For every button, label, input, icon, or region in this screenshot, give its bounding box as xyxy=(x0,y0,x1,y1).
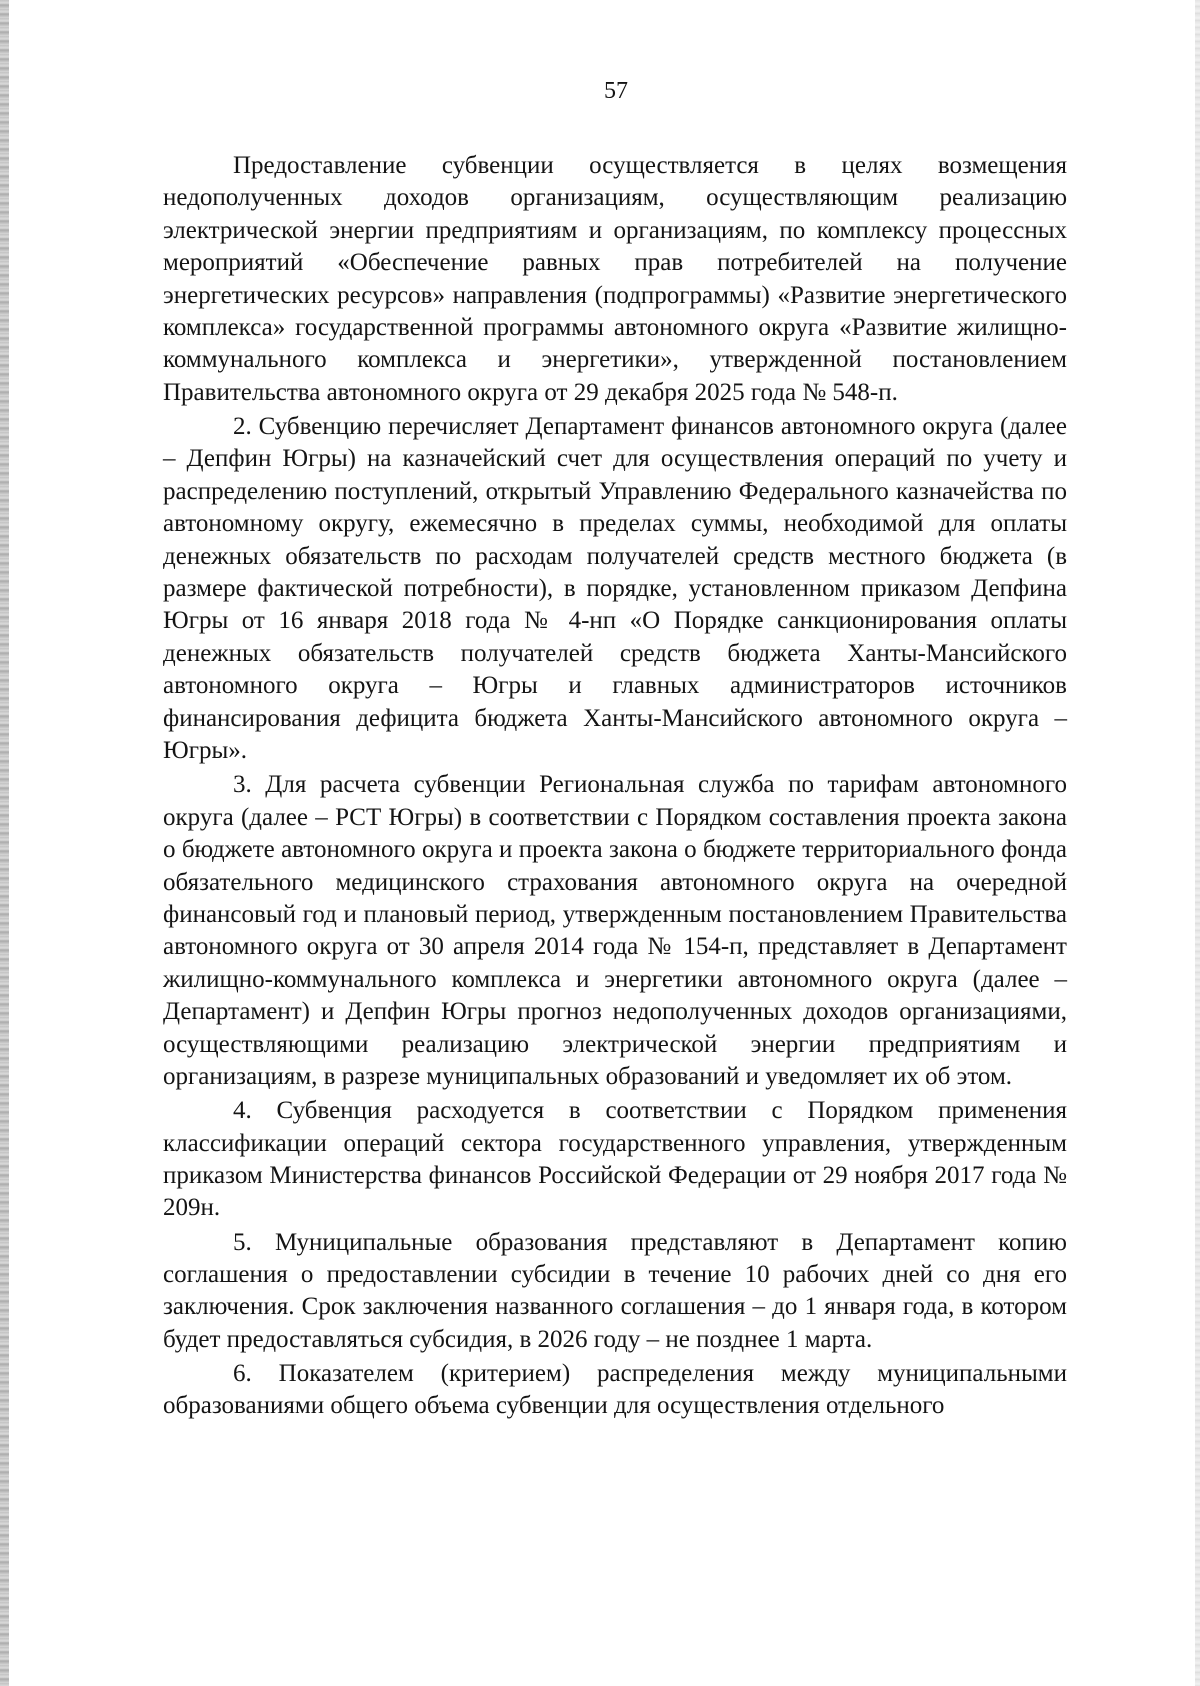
scan-edge-left xyxy=(0,0,9,1686)
paragraph-5: 5. Муниципальные образования представляют в Департамент копию соглашения о предоставлении субсидии в течение 10 рабочих дней со дня его заключения. Срок заключения названного соглашения – до 1 января года, в котором будет предоставляться субсидия, в 2026 году – не позднее 1 марта. xyxy=(163,1228,1067,1353)
paragraph-intro: Предоставление субвенции осуществляется в целях возмещения недополученных доходов организациям, осуществляющим реализацию электрической энергии предприятиям и организациям, по комплексу процессных мероприятий «Обеспечение равных прав потребителей на получение энергетических ресурсов» направления (подпрограммы) «Развитие энергетического комплекса» государственной программы автономного округа «Развитие жилищно-коммунального комплекса и энергетики», утвержденной постановлением Правительства автономного округа от 29 декабря 2025 года № 548-п. xyxy=(163,152,1067,406)
paragraph-3: 3. Для расчета субвенции Региональная служба по тарифам автономного округа (далее – РСТ Югры) в соответствии с Порядком составления проекта закона о бюджете автономного округа и проекта закона о бюджете территориального фонда обязательного медицинского страхования автономного округа на очередной финансовый год и плановый период, утвержденным постановлением Правительства автономного округа от 30 апреля 2014 года № 154-п, представляет в Департамент жилищно-коммунального комплекса и энергетики автономного округа (далее – Департамент) и Депфин Югры прогноз недополученных доходов организациями, осуществляющими реализацию электрической энергии предприятиям и организациям, в разрезе муниципальных образований и уведомляет их об этом. xyxy=(163,771,1067,1090)
scan-edge-right xyxy=(1195,0,1200,1686)
paragraph-2: 2. Субвенцию перечисляет Департамент финансов автономного округа (далее – Депфин Югры) на казначейский счет для осуществления операций по учету и распределению поступлений, открытый Управлению Федерального казначейства по автономному округу, ежемесячно в пределах суммы, необходимой для оплаты денежных обязательств по расходам получателей средств местного бюджета (в размере фактической потребности), в порядке, установленном приказом Депфина Югры от 16 января 2018 года № 4-нп «О Порядке санкционирования оплаты денежных обязательств получателей средств бюджета Ханты-Мансийского автономного округа – Югры и главных администраторов источников финансирования дефицита бюджета Ханты-Мансийского автономного округа – Югры». xyxy=(163,413,1067,765)
paragraph-6: 6. Показателем (критерием) распределения между муниципальными образованиями общего объема субвенции для осуществления отдельного xyxy=(163,1360,1067,1420)
document-body xyxy=(163,150,1067,1425)
paragraph-4: 4. Субвенция расходуется в соответствии с Порядком применения классификации операций сектора государственного управления, утвержденным приказом Министерства финансов Российской Федерации от 29 ноября 2017 года № 209н. xyxy=(163,1097,1067,1222)
page-number: 57 xyxy=(604,78,628,104)
